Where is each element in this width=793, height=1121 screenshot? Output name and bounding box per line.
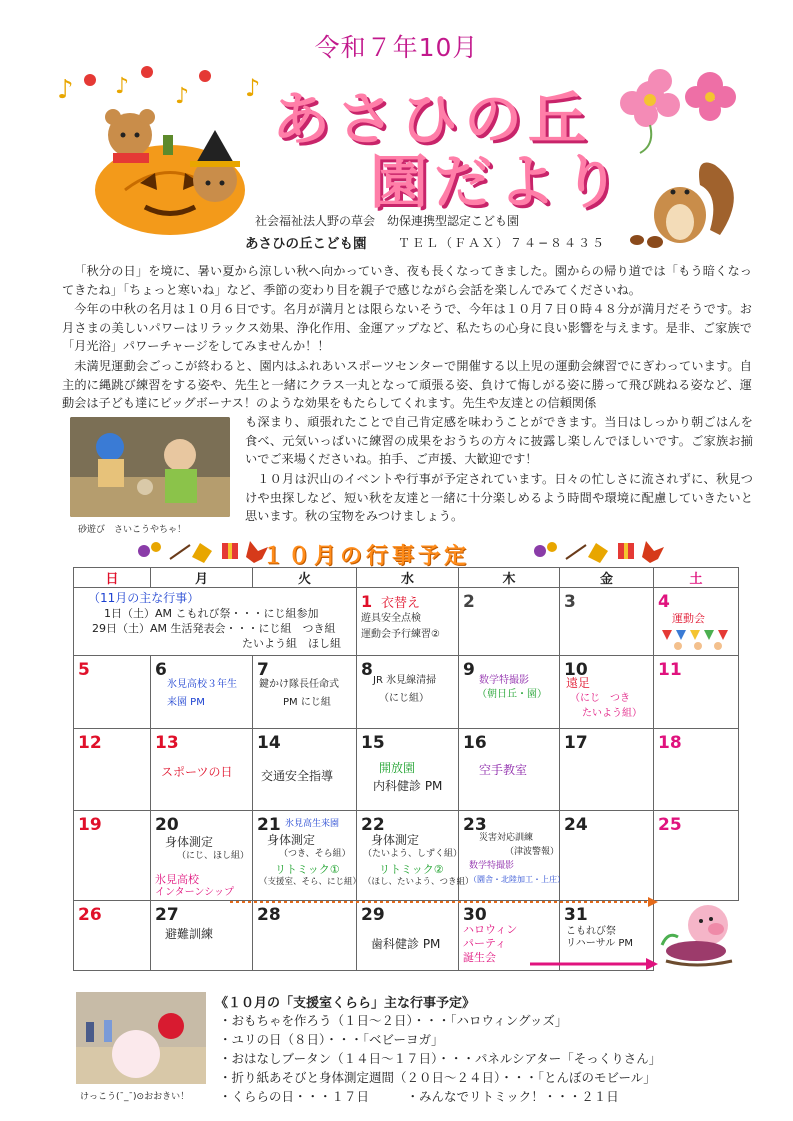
day-event: 内科健診 PM	[373, 779, 443, 793]
halloween-arrow	[530, 957, 660, 971]
day-event: 避難訓練	[165, 927, 214, 941]
calendar-day-3: 3	[560, 588, 654, 656]
bears-pumpkin-illustration	[85, 95, 260, 235]
day-event: リトミック②	[379, 863, 444, 876]
svg-text:♪: ♪	[115, 74, 130, 99]
day-event: （つき、そら組）	[279, 849, 351, 859]
support-room-title: 《１０月の「支援室くらら」主な行事予定》	[215, 996, 476, 1011]
paragraph-sports-day: 未満児運動会ごっこが終わると、園内はふれあいスポーツセンターで開催する以上児の運動会練習でにぎわっています。自主的に縄跳び練習をする姿や、先生と一緒にクラス一丸となって頑張る姿、負けて悔しがる姿に勝って飛び跳ねる姿など、運動会は子ども達にビッグボーナス！のような効果をもたらしてくれます。先生や友達との信頼関係	[62, 359, 752, 411]
day-event: こもれび祭	[566, 926, 616, 937]
calendar-day-17: 17	[560, 729, 654, 811]
weekday-thu: 木	[459, 568, 560, 588]
day-event: 空手教室	[479, 763, 528, 777]
calendar-day-7: 7 鍵かけ隊長任命式 PM にじ組	[253, 656, 357, 729]
calendar-day-5: 5	[74, 656, 151, 729]
calendar-day-13: 13 スポーツの日	[151, 729, 253, 811]
day-event: 遠足	[566, 676, 591, 690]
day-event: パーティ	[463, 937, 507, 950]
day-event: （朝日丘・園）	[477, 689, 547, 700]
calendar-day-29: 29 歯科健診 PM	[357, 901, 459, 971]
day-event: 開放園	[379, 761, 416, 775]
balloon-play-caption: けっこう(ˉ_ˉ)⊙おおきい！	[80, 1092, 190, 1102]
day-event: ハロウィン	[463, 923, 518, 936]
day-event: 誕生会	[463, 951, 496, 964]
cosmos-flowers-illustration	[610, 55, 750, 155]
calendar-day-16: 16 空手教室	[459, 729, 560, 811]
day-event: （園舎・北陸加工・上庄）	[469, 875, 565, 884]
support-room-item: ・おはなしブータン（１４日〜１７日）・・・パネルシアター「そっくりさん」	[219, 1051, 662, 1066]
support-room-item: ・くららの日・・・１７日 ・みんなでリトミック！・・・２１日	[219, 1089, 619, 1104]
schedule-title: １０月の行事予定	[262, 544, 471, 569]
issue-date: 令和７年10月	[314, 33, 479, 62]
day-event: PM にじ組	[283, 697, 331, 708]
internship-label: インターンシップ	[155, 887, 234, 898]
calendar-day-18: 18	[654, 729, 739, 811]
day-event: （たいよう、しずく組）	[363, 849, 463, 859]
calendar-empty-cell	[654, 901, 739, 971]
calendar-day-25: 25	[654, 811, 739, 901]
calendar-day-1: 1 衣替え 遊具安全点検 運動会予行練習②	[357, 588, 459, 656]
day-event: 運動会予行練習②	[361, 629, 440, 640]
day-event: （にじ組）	[379, 693, 429, 704]
calendar-day-19: 19	[74, 811, 151, 901]
next-month-events-cell	[74, 588, 357, 656]
svg-text:♪: ♪	[57, 75, 74, 105]
day-event: リハーサル PM	[566, 938, 634, 949]
next-month-event: 1日（土）AM こもれび祭・・・にじ組参加	[104, 607, 319, 620]
weekday-sat: 土	[654, 568, 739, 588]
calendar-day-14: 14 交通安全指導	[253, 729, 357, 811]
day-event: （ほし、たいよう、つき組）	[363, 877, 474, 887]
day-event: 鍵かけ隊長任命式	[259, 679, 339, 690]
sand-play-caption: 砂遊び さいこうやちゃ！	[78, 525, 187, 535]
calendar-day-15: 15 開放園 内科健診 PM	[357, 729, 459, 811]
day-event: 歯科健診 PM	[371, 937, 441, 951]
day-event: リトミック①	[275, 863, 340, 876]
day-event: 身体測定	[267, 833, 316, 847]
organization-description: 社会福祉法人野の草会 幼保連携型認定こども園	[255, 214, 520, 228]
sports-day-flags-icon	[658, 628, 734, 652]
calendar-day-30: 30 ハロウィン パーティ 誕生会	[459, 901, 560, 971]
day-event: 数学特撮影	[479, 675, 529, 686]
day-note: 氷見高生来園	[285, 819, 340, 829]
day-event: たいよう組）	[582, 708, 642, 719]
calendar-day-31: 31 こもれび祭 リハーサル PM	[560, 901, 654, 971]
calendar-day-26: 26	[74, 901, 151, 971]
day-event: 身体測定	[165, 835, 214, 849]
day-event: 来園 PM	[167, 697, 205, 708]
october-calendar	[73, 567, 739, 971]
schedule-title-banner	[130, 535, 670, 569]
paragraph-autumn: 「秋分の日」を境に、暑い夏から涼しい秋へ向かっていき、夜も長くなってきました。園からの帰り道では「もう暗くなってきたね」「ちょっと寒いね」など、季節の変わり目を親子で感じながら会話を楽しんでみてくださいね。	[62, 264, 752, 297]
support-room-item: ・おもちゃを作ろう（１日〜２日）・・・「ハロウィングッズ」	[219, 1013, 568, 1028]
day-event: 遊具安全点検	[361, 613, 421, 624]
calendar-day-11: 11	[654, 656, 739, 729]
day-event: JR 氷見線清掃	[373, 675, 437, 686]
calendar-day-6: 6 氷見高校３年生 来園 PM	[151, 656, 253, 729]
calendar-day-24: 24	[560, 811, 654, 901]
weekday-sun: 日	[74, 568, 151, 588]
calendar-day-28: 28	[253, 901, 357, 971]
school-phone: ＴＥＬ（ＦＡＸ）７４−８４３５	[398, 236, 607, 250]
day-event: 氷見高校３年生	[167, 679, 237, 690]
support-room-item: ・ユリの日（８日）・・・「ベビーヨガ」	[219, 1032, 444, 1047]
day-event: 衣替え	[381, 596, 421, 611]
internship-label: 氷見高校	[155, 873, 199, 886]
paragraph-moon: 今年の中秋の名月は１０月６日です。名月が満月とは限らないそうで、今年は１０月７日０時４８分が満月だそうです。お月さまの美しいパワーはリラックス効果、浄化作用、金運アップなど、私たちの心身に良い影響を与えます。是非、ご家族で「月光浴」パワーチャージをしてみませんか！！	[62, 302, 752, 354]
day-event: （支援室、そら、にじ組）	[259, 877, 362, 887]
weekday-wed: 水	[357, 568, 459, 588]
day-event: 身体測定	[371, 833, 420, 847]
day-event: 災害対応訓練	[479, 833, 534, 843]
calendar-day-2: 2	[459, 588, 560, 656]
next-month-event: 29日（土）AM 生活発表会・・・にじ組 つき組	[92, 622, 336, 635]
calendar-day-20: 20 身体測定 （にじ、ほし組） 氷見高校 インターンシップ	[151, 811, 253, 901]
next-month-events-title: （11月の主な行事）	[88, 591, 200, 605]
paragraph-october-events: １０月は沢山のイベントや行事が予定されています。日々の忙しさに流されずに、秋見つけや虫探しなど、短い秋を友達と一緒に十分楽しめるよう時間や環境に配慮していきたいと思います。秋の宝物をみつけましょう。	[245, 472, 753, 524]
school-name: あさひの丘こども園	[245, 236, 367, 252]
next-month-event: たいよう組 ほし組	[242, 637, 341, 650]
calendar-day-22: 22 身体測定 （たいよう、しずく組） リトミック② （ほし、たいよう、つき組）	[357, 811, 459, 901]
day-event: （にじ つき	[570, 693, 630, 704]
newsletter-title-line2: 園だより	[370, 148, 627, 216]
balloon-play-photo	[76, 992, 206, 1084]
calendar-day-8: 8 JR 氷見線清掃 （にじ組）	[357, 656, 459, 729]
day-event: 交通安全指導	[261, 769, 334, 783]
squirrel-illustration	[625, 150, 745, 250]
weekday-mon: 月	[151, 568, 253, 588]
calendar-day-23: 23 災害対応訓練 （津波警報） 数学特撮影 （園舎・北陸加工・上庄）	[459, 811, 560, 901]
calendar-day-21: 21 氷見高生来園 身体測定 （つき、そら組） リトミック① （支援室、そら、にじ組）	[253, 811, 357, 901]
calendar-day-4: 4 運動会	[654, 588, 739, 656]
weekday-tue: 火	[253, 568, 357, 588]
internship-arrow	[150, 895, 660, 909]
day-event: （津波警報）	[505, 847, 560, 857]
paragraph-sports-day-cont: も深まり、頑張れたことで自己肯定感を味わうことができます。当日はしっかり朝ごはんを食べ、元気いっぱいに練習の成果をおうちの方々に披露し楽しんでほしいです。ご家族お揃いでご来場くださいね。拍手、ご声援、大歓迎です！	[245, 415, 753, 467]
day-event: 運動会	[672, 612, 705, 625]
calendar-day-27: 27 避難訓練	[151, 901, 253, 971]
newsletter-title-line1: あさひの丘	[272, 85, 593, 153]
calendar-day-10: 10 遠足 （にじ つき たいよう組）	[560, 656, 654, 729]
pig-sweet-potato-illustration	[656, 901, 736, 969]
calendar-day-12: 12	[74, 729, 151, 811]
day-event: 数学特撮影	[469, 861, 515, 871]
day-event: （にじ、ほし組）	[177, 851, 250, 861]
calendar-day-9: 9 数学特撮影 （朝日丘・園）	[459, 656, 560, 729]
svg-text:♪: ♪	[245, 74, 261, 102]
sand-play-photo	[70, 417, 230, 517]
support-room-item: ・折り紙あそびと身体測定週間（２０日〜２４日）・・・「とんぼのモビール」	[219, 1070, 656, 1085]
svg-text:♪: ♪	[175, 84, 190, 109]
day-event: スポーツの日	[161, 765, 233, 779]
weekday-fri: 金	[560, 568, 654, 588]
